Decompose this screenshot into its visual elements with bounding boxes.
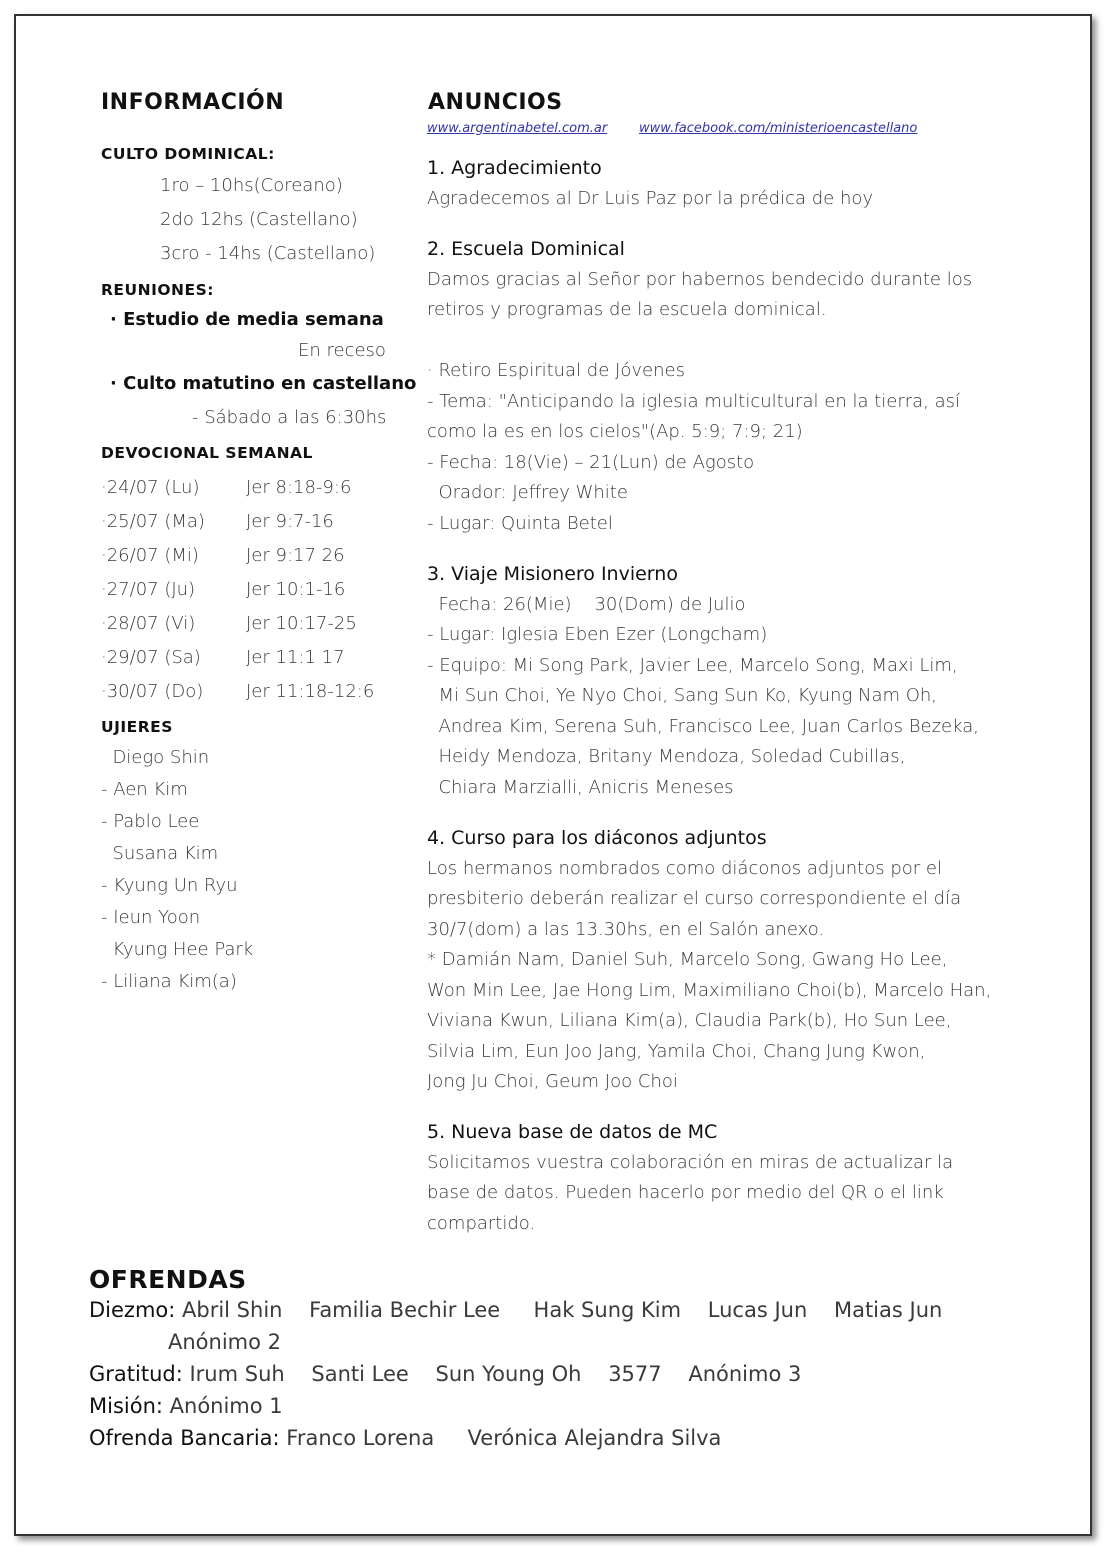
ujier-item: - Aen Kim <box>101 779 188 800</box>
devocional-date: ·26/07 (Mi) <box>101 545 199 566</box>
section-line: - Equipo: Mi Song Park, Javier Lee, Marcelo Song, Maxi Lim, <box>427 655 958 676</box>
section-line: Jong Ju Choi, Geum Joo Choi <box>427 1071 678 1092</box>
ujier-item: Susana Kim <box>101 843 219 864</box>
gratitud-names: Irum Suh Santi Lee Sun Young Oh 3577 Anónimo 3 <box>182 1362 802 1386</box>
devocional-date: ·28/07 (Vi) <box>101 613 196 634</box>
section-line: * Damián Nam, Daniel Suh, Marcelo Song, Gwang Ho Lee, <box>427 949 948 970</box>
section-line: Agradecemos al Dr Luis Paz por la prédica de hoy <box>427 188 874 209</box>
ujier-item: - Pablo Lee <box>101 811 200 832</box>
ujieres-heading: UJIERES <box>101 718 173 736</box>
section-line: presbiterio deberán realizar el curso correspondiente el día <box>427 888 962 909</box>
section-line: Orador: Jeffrey White <box>427 482 628 503</box>
reunion-title: · Estudio de media semana <box>110 309 384 330</box>
devocional-date: ·24/07 (Lu) <box>101 477 200 498</box>
reunion-detail: En receso <box>298 340 386 361</box>
reunion-title: · Culto matutino en castellano <box>110 373 417 394</box>
section-line: Andrea Kim, Serena Suh, Francisco Lee, Juan Carlos Bezeka, <box>427 716 979 737</box>
section-line: Chiara Marzialli, Anicris Meneses <box>427 777 734 798</box>
bancaria-label: Ofrenda Bancaria: <box>89 1426 280 1450</box>
section-line: 30/7(dom) a las 13.30hs, en el Salón anexo. <box>427 919 825 940</box>
devocional-ref: Jer 8:18-9:6 <box>246 477 352 498</box>
ujier-item: - Liliana Kim(a) <box>101 971 237 992</box>
devocional-date: ·25/07 (Ma) <box>101 511 205 532</box>
devocional-date: ·30/07 (Do) <box>101 681 204 702</box>
devocional-heading: DEVOCIONAL SEMANAL <box>101 444 313 462</box>
section-line: retiros y programas de la escuela dominical. <box>427 299 827 320</box>
section-line: Won Min Lee, Jae Hong Lim, Maximiliano Choi(b), Marcelo Han, <box>427 980 992 1001</box>
diezmo-row <box>89 1298 942 1322</box>
section-line: - Tema: "Anticipando la iglesia multicultural en la tierra, así <box>427 391 961 412</box>
devocional-ref: Jer 9:7-16 <box>246 511 334 532</box>
gratitud-row <box>89 1362 801 1386</box>
info-title: INFORMACIÓN <box>101 90 285 115</box>
culto-item: 1ro – 10hs(Coreano) <box>160 175 343 196</box>
diezmo-cont: Anónimo 2 <box>168 1330 282 1354</box>
devocional-ref: Jer 9:17 26 <box>246 545 345 566</box>
section-title: 3. Viaje Misionero Invierno <box>427 563 678 585</box>
reunion-detail: - Sábado a las 6:30hs <box>192 407 387 428</box>
section-line: Solicitamos vuestra colaboración en miras de actualizar la <box>427 1152 954 1173</box>
section-line: Damos gracias al Señor por habernos bendecido durante los <box>427 269 973 290</box>
section-line: como la es en los cielos"(Ap. 5:9; 7:9; 21) <box>427 421 803 442</box>
section-line: - Lugar: Iglesia Eben Ezer (Longcham) <box>427 624 768 645</box>
section-title: 4. Curso para los diáconos adjuntos <box>427 827 767 849</box>
section-line: Viviana Kwun, Liliana Kim(a), Claudia Park(b), Ho Sun Lee, <box>427 1010 952 1031</box>
bancaria-names: Franco Lorena Verónica Alejandra Silva <box>279 1426 722 1450</box>
ujier-item: Diego Shin <box>101 747 210 768</box>
gratitud-label: Gratitud: <box>89 1362 183 1386</box>
section-title: 2. Escuela Dominical <box>427 238 625 260</box>
website-link[interactable]: www.argentinabetel.com.ar <box>427 121 608 136</box>
mision-row <box>89 1394 283 1418</box>
section-line: base de datos. Pueden hacerlo por medio del QR o el link <box>427 1182 944 1203</box>
section-line: Fecha: 26(Mie) 30(Dom) de Julio <box>427 594 746 615</box>
diezmo-label: Diezmo: <box>89 1298 176 1322</box>
diezmo-names: Abril Shin Familia Bechir Lee Hak Sung Kim Lucas Jun Matias Jun <box>175 1298 943 1322</box>
section-line: - Lugar: Quinta Betel <box>427 513 613 534</box>
section-line: Heidy Mendoza, Britany Mendoza, Soledad Cubillas, <box>427 746 906 767</box>
section-line: Mi Sun Choi, Ye Nyo Choi, Sang Sun Ko, Kyung Nam Oh, <box>427 685 938 706</box>
section-line: compartido. <box>427 1213 536 1234</box>
mision-label: Misión: <box>89 1394 163 1418</box>
section-title: 5. Nueva base de datos de MC <box>427 1121 718 1143</box>
facebook-link[interactable]: www.facebook.com/ministerioencastellano <box>639 121 918 136</box>
devocional-ref: Jer 10:17-25 <box>246 613 357 634</box>
anuncios-title: ANUNCIOS <box>428 90 563 115</box>
ujier-item: - Kyung Un Ryu <box>101 875 238 896</box>
ujier-item: Kyung Hee Park <box>101 939 254 960</box>
bancaria-row <box>89 1426 721 1450</box>
section-line: Silvia Lim, Eun Joo Jang, Yamila Choi, Chang Jung Kwon, <box>427 1041 926 1062</box>
section-title: 1. Agradecimiento <box>427 157 602 179</box>
devocional-date: ·29/07 (Sa) <box>101 647 201 668</box>
devocional-ref: Jer 10:1-16 <box>246 579 346 600</box>
culto-heading: CULTO DOMINICAL: <box>101 145 275 163</box>
devocional-ref: Jer 11:1 17 <box>246 647 345 668</box>
section-line: Los hermanos nombrados como diáconos adjuntos por el <box>427 858 942 879</box>
mision-names: Anónimo 1 <box>162 1394 283 1418</box>
devocional-date: ·27/07 (Ju) <box>101 579 196 600</box>
devocional-ref: Jer 11:18-12:6 <box>246 681 375 702</box>
culto-item: 2do 12hs (Castellano) <box>160 209 358 230</box>
section-line: - Fecha: 18(Vie) – 21(Lun) de Agosto <box>427 452 755 473</box>
ofrendas-title: OFRENDAS <box>89 1265 247 1294</box>
culto-item: 3cro - 14hs (Castellano) <box>160 243 376 264</box>
reuniones-heading: REUNIONES: <box>101 281 214 299</box>
section-line: · Retiro Espiritual de Jóvenes <box>427 360 685 381</box>
ujier-item: - Ieun Yoon <box>101 907 201 928</box>
